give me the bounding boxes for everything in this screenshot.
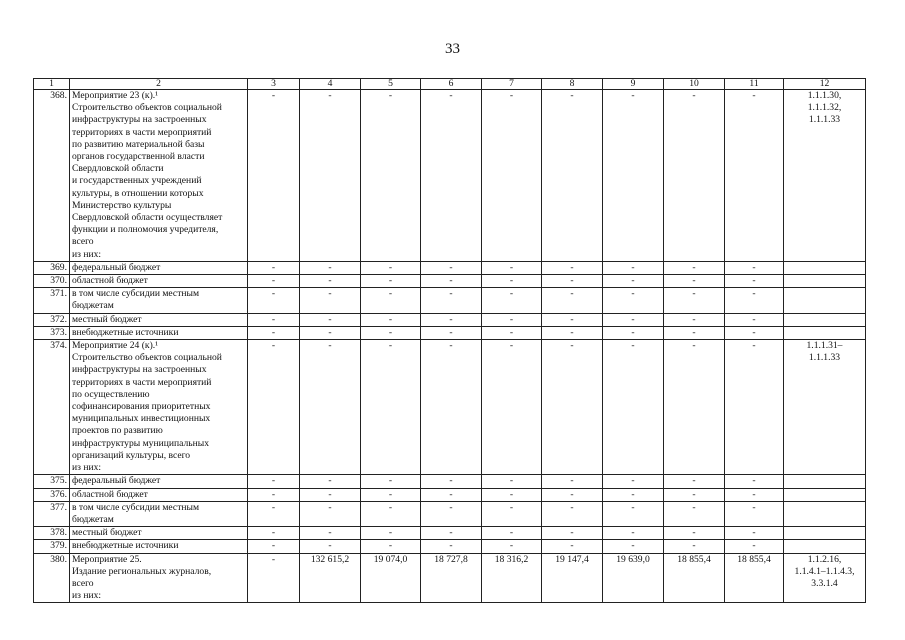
value-cell: -: [603, 340, 664, 475]
row-description: [70, 475, 248, 488]
description-line: и государственных учреждений: [72, 175, 202, 187]
value-cell: -: [300, 326, 361, 339]
target-reference: [784, 288, 866, 313]
target-reference: [784, 326, 866, 339]
value-cell: -: [603, 527, 664, 540]
table-row: [34, 340, 866, 475]
description-line: в том числе субсидии местным: [72, 288, 200, 300]
row-number: 371.: [34, 288, 70, 313]
value-cell: -: [725, 340, 784, 475]
value-cell: -: [361, 475, 421, 488]
description-line: бюджетам: [72, 300, 114, 312]
value-cell: -: [725, 475, 784, 488]
value-cell: -: [664, 527, 725, 540]
value-cell: -: [725, 501, 784, 526]
target-reference: [784, 540, 866, 553]
value-cell: -: [482, 540, 542, 553]
reference-line: 1.1.1.32,: [807, 102, 842, 114]
value-cell: -: [725, 275, 784, 288]
value-cell: -: [664, 275, 725, 288]
description-line: внебюджетные источники: [72, 326, 179, 338]
value-cell: -: [603, 488, 664, 501]
description-line: муниципальных инвестиционных: [72, 413, 211, 425]
description-line: функции и полномочия учредителя,: [72, 224, 219, 236]
description-line: проектов по развитию: [72, 425, 163, 437]
value-cell: -: [664, 313, 725, 326]
value-cell: -: [421, 275, 482, 288]
value-cell: 132 615,2: [300, 553, 361, 603]
value-cell: -: [361, 313, 421, 326]
row-number: 377.: [34, 501, 70, 526]
table-body: [34, 90, 866, 603]
value-cell: -: [248, 553, 300, 603]
target-reference: [784, 275, 866, 288]
value-cell: -: [421, 288, 482, 313]
value-cell: -: [542, 261, 603, 274]
description-line: всего: [72, 577, 94, 589]
value-cell: -: [361, 261, 421, 274]
description-line: бюджетам: [72, 513, 114, 525]
description-line: Мероприятие 25.: [72, 553, 142, 565]
row-description: [70, 340, 248, 475]
row-description: [70, 326, 248, 339]
value-cell: 18 727,8: [421, 553, 482, 603]
column-header: 8: [542, 79, 603, 90]
value-cell: -: [664, 488, 725, 501]
target-reference: [784, 261, 866, 274]
description-line: культуры, в отношении которых: [72, 187, 204, 199]
value-cell: -: [482, 90, 542, 262]
column-header: 1: [34, 79, 70, 90]
value-cell: -: [664, 540, 725, 553]
value-cell: -: [542, 90, 603, 262]
value-cell: -: [482, 475, 542, 488]
value-cell: -: [421, 540, 482, 553]
row-description: [70, 553, 248, 603]
value-cell: -: [542, 475, 603, 488]
description-line: по развитию материальной базы: [72, 138, 205, 150]
description-line: территориях в части мероприятий: [72, 126, 212, 138]
target-reference: [784, 501, 866, 526]
value-cell: 19 639,0: [603, 553, 664, 603]
value-cell: -: [725, 326, 784, 339]
value-cell: 19 074,0: [361, 553, 421, 603]
row-number: 372.: [34, 313, 70, 326]
value-cell: -: [300, 90, 361, 262]
value-cell: -: [248, 275, 300, 288]
value-cell: -: [725, 527, 784, 540]
row-description: [70, 288, 248, 313]
value-cell: -: [300, 488, 361, 501]
description-line: инфраструктуры муниципальных: [72, 437, 210, 449]
value-cell: -: [300, 540, 361, 553]
reference-line: 1.1.2.16,: [807, 553, 842, 565]
description-line: областной бюджет: [72, 488, 148, 500]
value-cell: -: [248, 340, 300, 475]
page-number: 33: [445, 41, 460, 57]
target-reference: [784, 90, 866, 262]
table-row: [34, 261, 866, 274]
row-number: 375.: [34, 475, 70, 488]
row-number: 376.: [34, 488, 70, 501]
value-cell: -: [421, 340, 482, 475]
value-cell: -: [300, 261, 361, 274]
column-header: 2: [70, 79, 248, 90]
description-line: Свердловской области осуществляет: [72, 212, 223, 224]
value-cell: -: [248, 261, 300, 274]
value-cell: -: [664, 261, 725, 274]
value-cell: -: [361, 527, 421, 540]
column-header: 4: [300, 79, 361, 90]
value-cell: -: [248, 288, 300, 313]
description-line: Министерство культуры: [72, 199, 172, 211]
header-row: [34, 79, 866, 90]
table-row: [34, 475, 866, 488]
value-cell: -: [361, 90, 421, 262]
description-line: организаций культуры, всего: [72, 449, 191, 461]
column-header: 3: [248, 79, 300, 90]
table-row: [34, 553, 866, 603]
value-cell: -: [664, 90, 725, 262]
value-cell: -: [248, 540, 300, 553]
reference-line: 1.1.1.30,: [807, 90, 842, 101]
row-number: 373.: [34, 326, 70, 339]
value-cell: -: [482, 275, 542, 288]
row-description: [70, 527, 248, 540]
description-line: всего: [72, 236, 94, 248]
value-cell: 18 855,4: [664, 553, 725, 603]
value-cell: -: [300, 313, 361, 326]
value-cell: -: [542, 326, 603, 339]
description-line: по осуществлению: [72, 388, 150, 400]
value-cell: 19 147,4: [542, 553, 603, 603]
column-header: 11: [725, 79, 784, 90]
value-cell: -: [300, 275, 361, 288]
value-cell: -: [421, 326, 482, 339]
description-line: инфраструктуры на застроенных: [72, 364, 207, 376]
value-cell: -: [361, 501, 421, 526]
value-cell: -: [421, 527, 482, 540]
value-cell: -: [542, 313, 603, 326]
value-cell: -: [664, 340, 725, 475]
value-cell: -: [542, 488, 603, 501]
description-line: местный бюджет: [72, 527, 142, 539]
value-cell: -: [603, 275, 664, 288]
value-cell: -: [361, 340, 421, 475]
description-line: Строительство объектов социальной: [72, 352, 222, 364]
column-header: 9: [603, 79, 664, 90]
value-cell: -: [542, 540, 603, 553]
table-row: [34, 90, 866, 262]
value-cell: -: [421, 475, 482, 488]
row-number: 380.: [34, 553, 70, 603]
value-cell: -: [300, 340, 361, 475]
target-reference: [784, 527, 866, 540]
reference-line: 1.1.1.33: [808, 352, 841, 364]
description-line: федеральный бюджет: [72, 475, 161, 487]
value-cell: -: [603, 475, 664, 488]
value-cell: -: [725, 488, 784, 501]
value-cell: -: [361, 275, 421, 288]
target-reference: [784, 475, 866, 488]
description-line: Строительство объектов социальной: [72, 102, 222, 114]
value-cell: -: [664, 288, 725, 313]
table-row: [34, 501, 866, 526]
value-cell: -: [542, 501, 603, 526]
column-header: 5: [361, 79, 421, 90]
value-cell: -: [248, 90, 300, 262]
row-description: [70, 275, 248, 288]
value-cell: 18 316,2: [482, 553, 542, 603]
description-line: инфраструктуры на застроенных: [72, 114, 207, 126]
description-line: Свердловской области: [72, 163, 164, 175]
table-row: [34, 488, 866, 501]
description-line: областной бюджет: [72, 275, 148, 287]
table-row: [34, 527, 866, 540]
value-cell: -: [248, 527, 300, 540]
value-cell: -: [248, 313, 300, 326]
target-reference: [784, 553, 866, 603]
table-row: [34, 288, 866, 313]
target-reference: [784, 340, 866, 475]
value-cell: -: [603, 288, 664, 313]
value-cell: -: [725, 313, 784, 326]
description-line: Издание региональных журналов,: [72, 565, 212, 577]
description-line: из них:: [72, 248, 102, 260]
description-line: федеральный бюджет: [72, 261, 161, 273]
row-number: 378.: [34, 527, 70, 540]
value-cell: -: [482, 501, 542, 526]
description-line: из них:: [72, 462, 102, 474]
row-description: [70, 488, 248, 501]
value-cell: -: [248, 326, 300, 339]
value-cell: -: [664, 326, 725, 339]
target-reference: [784, 488, 866, 501]
value-cell: -: [664, 501, 725, 526]
description-line: в том числе субсидии местным: [72, 501, 200, 513]
value-cell: -: [482, 488, 542, 501]
value-cell: 18 855,4: [725, 553, 784, 603]
description-line: из них:: [72, 590, 102, 602]
description-line: территориях в части мероприятий: [72, 376, 212, 388]
value-cell: -: [361, 326, 421, 339]
value-cell: -: [603, 501, 664, 526]
value-cell: -: [482, 527, 542, 540]
table-row: [34, 540, 866, 553]
row-description: [70, 90, 248, 262]
value-cell: -: [361, 540, 421, 553]
value-cell: -: [482, 261, 542, 274]
description-line: внебюджетные источники: [72, 540, 179, 552]
value-cell: -: [482, 313, 542, 326]
value-cell: -: [300, 288, 361, 313]
value-cell: -: [542, 288, 603, 313]
value-cell: -: [725, 261, 784, 274]
value-cell: -: [542, 527, 603, 540]
description-line: органов государственной власти: [72, 151, 205, 163]
row-description: [70, 501, 248, 526]
column-header: 10: [664, 79, 725, 90]
value-cell: -: [361, 488, 421, 501]
row-number: 368.: [34, 90, 70, 262]
value-cell: -: [482, 288, 542, 313]
value-cell: -: [361, 288, 421, 313]
value-cell: -: [300, 527, 361, 540]
value-cell: -: [603, 313, 664, 326]
value-cell: -: [248, 475, 300, 488]
row-description: [70, 313, 248, 326]
value-cell: -: [421, 313, 482, 326]
table-row: [34, 326, 866, 339]
reference-line: 1.1.4.1–1.1.4.3,: [794, 565, 855, 577]
table-row: [34, 313, 866, 326]
reference-line: 3.3.1.4: [811, 577, 838, 589]
description-line: Мероприятие 24 (к).¹: [72, 340, 159, 352]
row-number: 379.: [34, 540, 70, 553]
row-number: 369.: [34, 261, 70, 274]
column-header: 12: [784, 79, 866, 90]
row-number: 374.: [34, 340, 70, 475]
value-cell: -: [248, 488, 300, 501]
value-cell: -: [725, 90, 784, 262]
value-cell: -: [664, 475, 725, 488]
value-cell: -: [421, 90, 482, 262]
description-line: софинансирования приоритетных: [72, 401, 211, 413]
value-cell: -: [248, 501, 300, 526]
value-cell: -: [482, 326, 542, 339]
row-number: 370.: [34, 275, 70, 288]
value-cell: -: [603, 261, 664, 274]
value-cell: -: [725, 540, 784, 553]
value-cell: -: [300, 501, 361, 526]
column-header: 7: [482, 79, 542, 90]
value-cell: -: [421, 261, 482, 274]
row-description: [70, 261, 248, 274]
reference-line: 1.1.1.31–: [806, 340, 843, 352]
value-cell: -: [603, 90, 664, 262]
column-header: 6: [421, 79, 482, 90]
value-cell: -: [725, 288, 784, 313]
description-line: местный бюджет: [72, 313, 142, 325]
value-cell: -: [603, 326, 664, 339]
value-cell: -: [603, 540, 664, 553]
description-line: Мероприятие 23 (к).¹: [72, 90, 159, 101]
value-cell: -: [421, 488, 482, 501]
value-cell: -: [300, 475, 361, 488]
value-cell: -: [482, 340, 542, 475]
row-description: [70, 540, 248, 553]
reference-line: 1.1.1.33: [808, 114, 841, 126]
value-cell: -: [421, 501, 482, 526]
budget-table: [33, 78, 866, 603]
table-row: [34, 275, 866, 288]
target-reference: [784, 313, 866, 326]
value-cell: -: [542, 340, 603, 475]
value-cell: -: [542, 275, 603, 288]
